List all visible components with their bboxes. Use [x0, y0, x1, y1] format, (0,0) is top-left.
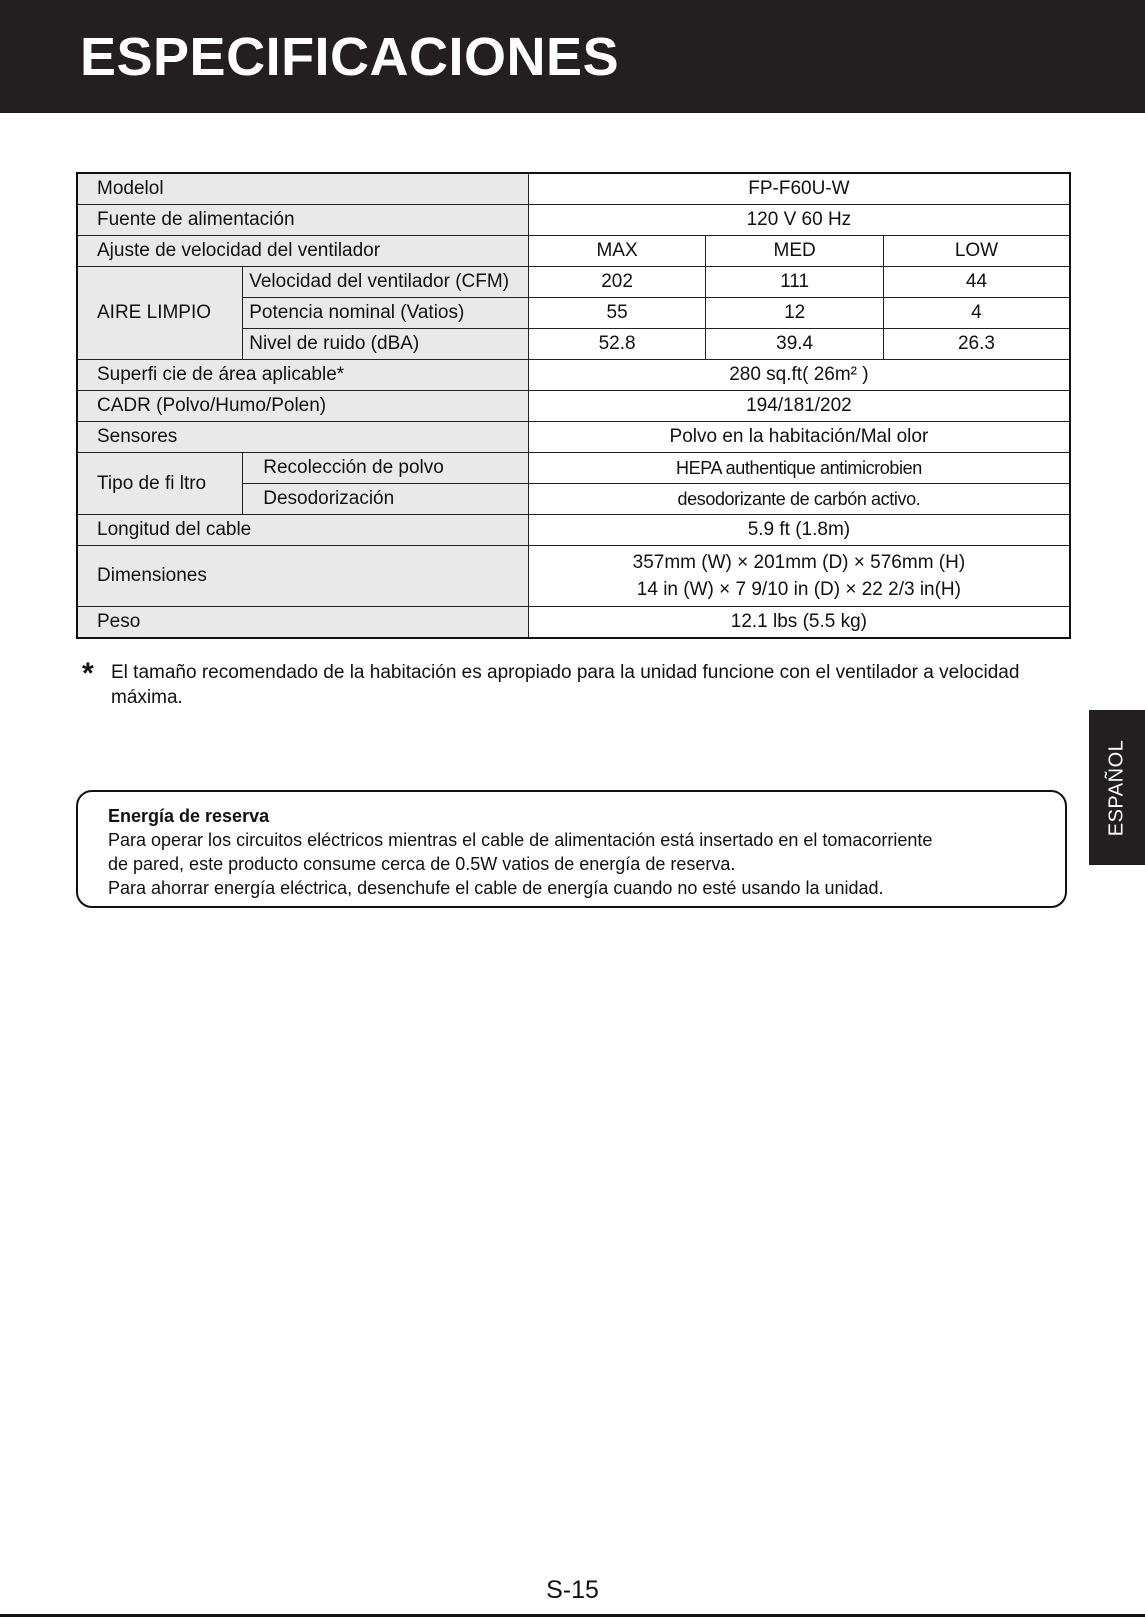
language-tab-label: ESPAÑOL	[1105, 739, 1128, 836]
table-row	[77, 546, 1070, 607]
noise-low: 26.3	[883, 329, 1070, 360]
table-row	[77, 515, 1070, 546]
cfm-low: 44	[883, 267, 1070, 298]
dimensions-label: Dimensiones	[77, 546, 528, 607]
cable-length-value: 5.9 ft (1.8m)	[528, 515, 1070, 546]
watts-low: 4	[883, 298, 1070, 329]
area-value: 280 sq.ft( 26m² )	[528, 360, 1070, 391]
standby-energy-box	[76, 790, 1067, 908]
table-row	[77, 173, 1070, 205]
page-title: ESPECIFICACIONES	[80, 27, 620, 87]
table-row	[77, 205, 1070, 236]
standby-energy-line: de pared, este producto consume cerca de 0.5W vatios de energía de reserva.	[108, 854, 736, 874]
noise-med: 39.4	[706, 329, 884, 360]
area-label: Superfi cie de área aplicable*	[77, 360, 528, 391]
table-row	[77, 391, 1070, 422]
noise-max: 52.8	[528, 329, 706, 360]
sensors-value: Polvo en la habitación/Mal olor	[528, 422, 1070, 453]
footnote-text: El tamaño recomendado de la habitación es apropiado para la unidad funcione con el ventilador a velocidad máxima.	[111, 662, 1020, 708]
dust-collection-label: Recolección de polvo	[243, 453, 529, 484]
sensors-label: Sensores	[77, 422, 528, 453]
cadr-value: 194/181/202	[528, 391, 1070, 422]
watts-med: 12	[706, 298, 884, 329]
power-source-label: Fuente de alimentación	[77, 205, 528, 236]
deodorization-label: Desodorización	[243, 484, 529, 515]
table-row	[77, 453, 1070, 484]
standby-energy-line: Para operar los circuitos eléctricos mientras el cable de alimentación está insertado en el tomacorriente	[108, 830, 933, 850]
weight-label: Peso	[77, 607, 528, 639]
dimensions-imperial: 14 in (W) × 7 9/10 in (D) × 22 2/3 in(H)	[636, 579, 961, 600]
cadr-label: CADR (Polvo/Humo/Polen)	[77, 391, 528, 422]
weight-value: 12.1 lbs (5.5 kg)	[528, 607, 1070, 639]
standby-energy-line: Para ahorrar energía eléctrica, desenchufe el cable de energía cuando no esté usando la unidad.	[108, 878, 884, 898]
fan-speed-cfm-label: Velocidad del ventilador (CFM)	[243, 267, 529, 298]
table-row	[77, 607, 1070, 639]
cfm-max: 202	[528, 267, 706, 298]
standby-energy-title: Energía de reserva	[108, 806, 270, 826]
filter-type-label: Tipo de fi ltro	[77, 453, 243, 515]
level-max: MAX	[528, 236, 706, 267]
asterisk-icon: *	[82, 657, 94, 690]
table-row	[77, 360, 1070, 391]
deodorization-value: desodorizante de carbón activo.	[528, 484, 1070, 515]
dust-collection-value: HEPA authentique antimicrobien	[528, 453, 1070, 484]
clean-air-label: AIRE LIMPIO	[77, 267, 243, 360]
page-header	[0, 0, 1145, 113]
cfm-med: 111	[706, 267, 884, 298]
noise-level-label: Nivel de ruido (dBA)	[243, 329, 529, 360]
dimensions-metric: 357mm (W) × 201mm (D) × 576mm (H)	[632, 552, 966, 573]
table-row	[77, 267, 1070, 298]
dimensions-value	[528, 546, 1070, 607]
level-low: LOW	[883, 236, 1070, 267]
cable-length-label: Longitud del cable	[77, 515, 528, 546]
rated-power-label: Potencia nominal (Vatios)	[243, 298, 529, 329]
bottom-rule	[0, 1614, 1145, 1617]
table-row	[77, 422, 1070, 453]
watts-max: 55	[528, 298, 706, 329]
page-number: S-15	[546, 1576, 599, 1604]
level-med: MED	[706, 236, 884, 267]
model-label: Modelol	[77, 173, 528, 205]
fan-speed-setting-label: Ajuste de velocidad del ventilador	[77, 236, 528, 267]
power-source-value: 120 V 60 Hz	[528, 205, 1070, 236]
language-tab	[1089, 710, 1145, 865]
model-value: FP-F60U-W	[528, 173, 1070, 205]
table-row	[77, 236, 1070, 267]
spec-table	[76, 172, 1071, 639]
